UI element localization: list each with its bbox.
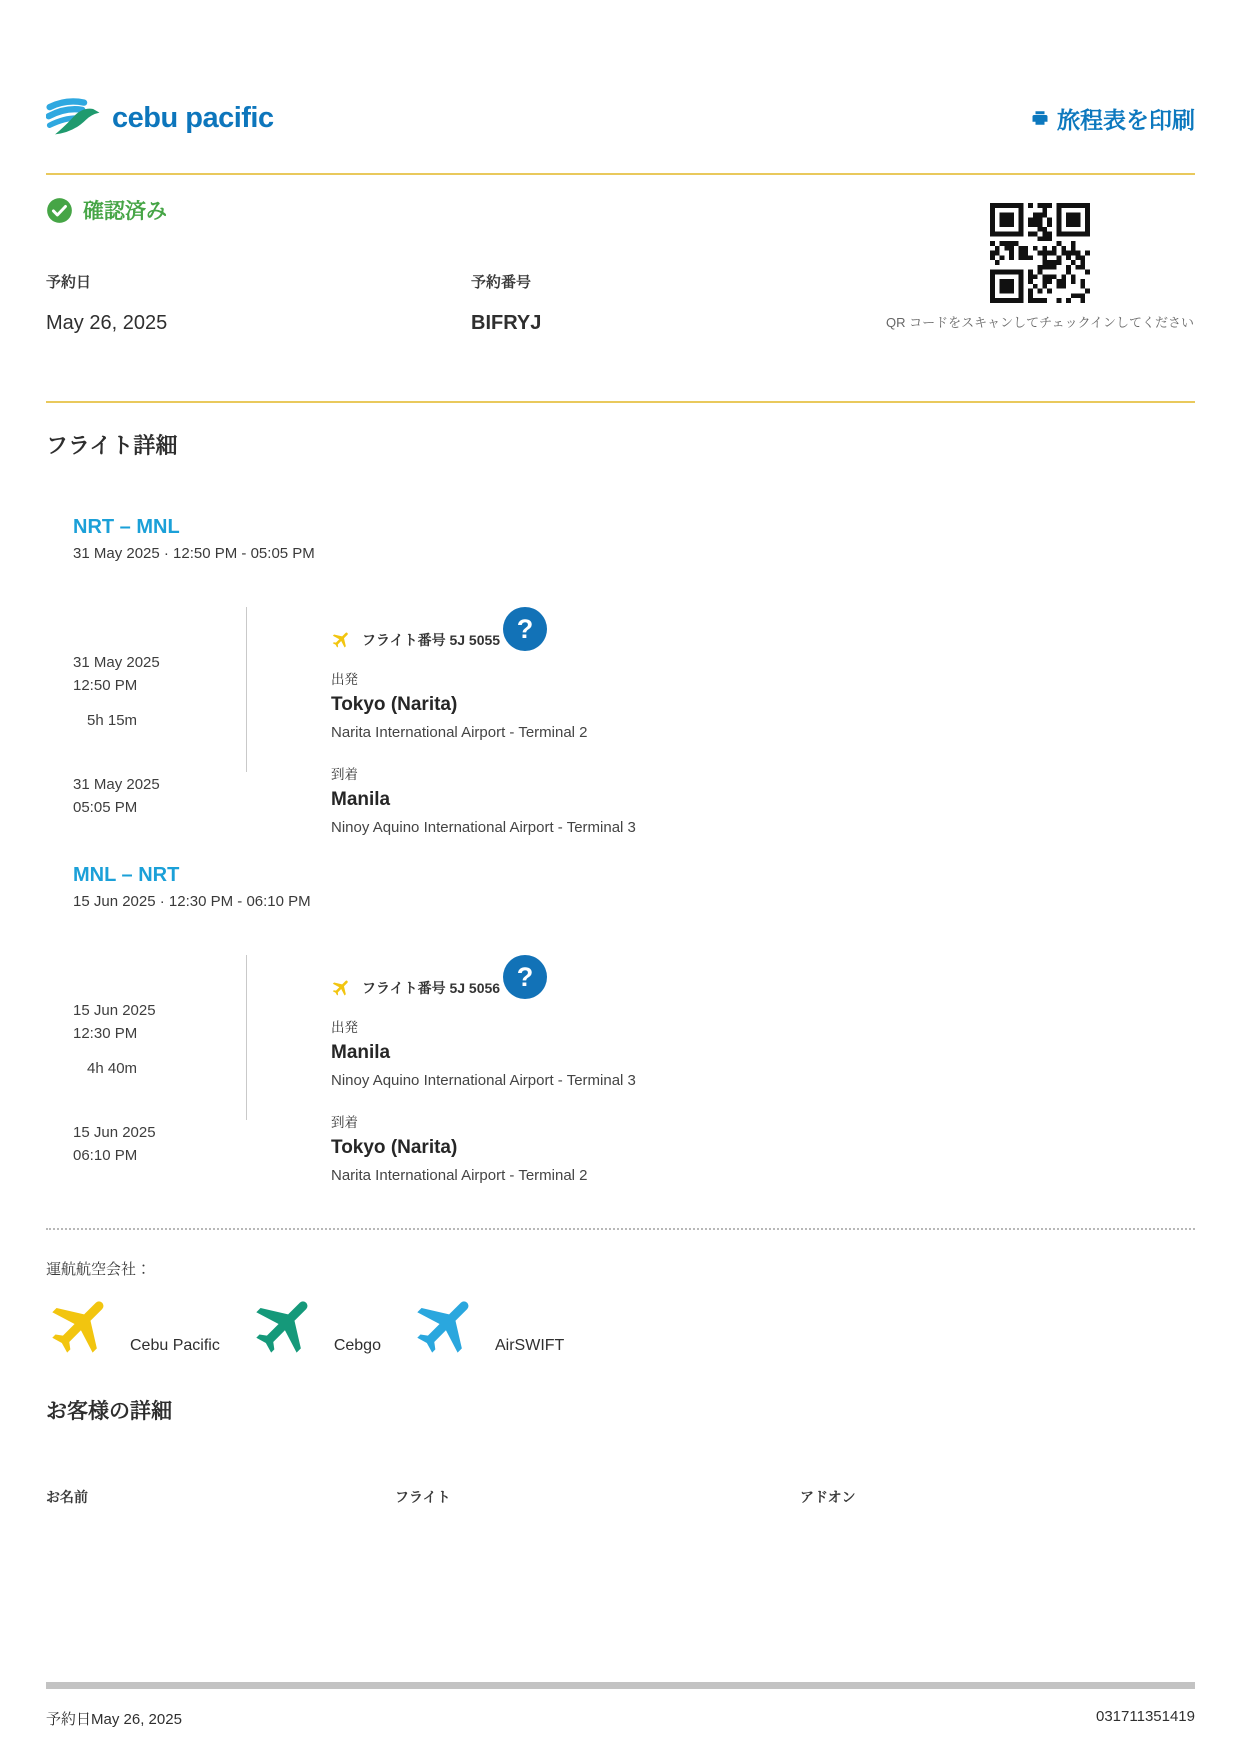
arrival-date: 15 Jun 2025 <box>73 1123 156 1141</box>
departure-city: Manila <box>331 1042 391 1063</box>
help-icon[interactable]: ? <box>503 955 547 999</box>
logo-wordmark: cebu pacific <box>112 101 274 134</box>
page-footer <box>46 1708 1195 1729</box>
printer-icon <box>1031 109 1049 127</box>
arrival-airport: Ninoy Aquino International Airport - Terminal 3 <box>331 819 636 836</box>
flight-number: フライト番号 5J 5056 <box>362 979 501 996</box>
departure-label: 出発 <box>331 1020 358 1035</box>
arrival-label: 到着 <box>331 1115 358 1130</box>
arrival-city: Manila <box>331 789 391 810</box>
passenger-table-header <box>46 1487 1195 1507</box>
arrival-city: Tokyo (Narita) <box>331 1137 458 1158</box>
departure-airport: Ninoy Aquino International Airport - Terminal 3 <box>331 1072 636 1089</box>
column-addons: アドオン <box>800 1489 856 1505</box>
cebu-pacific-logo <box>46 97 274 139</box>
page-header <box>46 0 1195 139</box>
arrival-time: 06:10 PM <box>73 1146 138 1164</box>
route-heading: NRT – MNL <box>73 516 180 538</box>
footer-divider <box>46 1682 1195 1689</box>
departure-date: 31 May 2025 <box>73 654 160 671</box>
print-label: 旅程表を印刷 <box>1057 106 1195 133</box>
route-heading: MNL – NRT <box>73 864 180 886</box>
qr-code <box>990 203 1090 303</box>
plane-icon <box>331 977 352 998</box>
eagle-logo-icon <box>46 97 104 139</box>
timeline-divider <box>246 955 247 1120</box>
departure-time: 12:30 PM <box>73 1025 138 1043</box>
flight-number: フライト番号 5J 5055 <box>362 631 501 648</box>
column-flight: フライト <box>395 1489 451 1505</box>
arrival-airport: Narita International Airport - Terminal 2 <box>331 1167 588 1184</box>
airline-airswift <box>411 1289 564 1361</box>
airline-cebu-pacific <box>46 1289 220 1361</box>
departure-label: 出発 <box>331 672 358 687</box>
footer-booking-date-value: May 26, 2025 <box>91 1711 182 1728</box>
operating-airlines-list <box>46 1289 1195 1361</box>
status-badge: 確認済み <box>83 200 167 223</box>
departure-time: 12:50 PM <box>73 677 138 695</box>
divider-airlines <box>46 1228 1195 1230</box>
qr-caption: QR コードをスキャンしてチェックインしてください <box>885 315 1195 330</box>
plane-icon <box>331 629 352 650</box>
booking-reference-label: 予約番号 <box>471 274 532 291</box>
departure-airport: Narita International Airport - Terminal 2 <box>331 724 588 741</box>
airline-name: Cebu Pacific <box>130 1337 220 1354</box>
arrival-date: 31 May 2025 <box>73 775 160 793</box>
flight-duration: 4h 40m <box>87 1059 138 1077</box>
divider-booking <box>46 401 1195 403</box>
plane-icon <box>411 1289 483 1361</box>
departure-date: 15 Jun 2025 <box>73 1002 156 1019</box>
help-icon[interactable]: ? <box>503 607 547 651</box>
route-schedule: 15 Jun 2025 · 12:30 PM - 06:10 PM <box>73 893 311 910</box>
booking-date-value: May 26, 2025 <box>46 312 168 334</box>
arrival-label: 到着 <box>331 767 358 782</box>
plane-icon <box>250 1289 322 1361</box>
flight-segment-return <box>73 864 1195 1184</box>
qr-checkin-block <box>885 203 1195 333</box>
divider-top <box>46 173 1195 175</box>
arrival-time: 05:05 PM <box>73 798 138 816</box>
check-circle-icon <box>46 197 73 224</box>
flight-duration: 5h 15m <box>87 711 138 729</box>
airline-name: Cebgo <box>333 1337 381 1354</box>
flight-details-title: フライト詳細 <box>46 433 178 458</box>
print-itinerary-button[interactable] <box>1031 102 1195 135</box>
booking-info-section <box>46 271 1195 355</box>
booking-reference-value: BIFRYJ <box>471 312 542 334</box>
airline-cebgo <box>250 1289 381 1361</box>
footer-document-code: 031711351419 <box>1096 1708 1195 1725</box>
route-schedule: 31 May 2025 · 12:50 PM - 05:05 PM <box>73 545 315 562</box>
airline-name: AirSWIFT <box>494 1337 565 1354</box>
passenger-details-title: お客様の詳細 <box>46 1400 172 1423</box>
departure-city: Tokyo (Narita) <box>331 694 458 715</box>
booking-date-label: 予約日 <box>46 274 92 291</box>
footer-booking-date-label: 予約日 <box>46 1711 92 1728</box>
column-name: お名前 <box>46 1489 88 1505</box>
plane-icon <box>46 1289 118 1361</box>
timeline-divider <box>246 607 247 772</box>
flight-segment-outbound <box>73 516 1195 836</box>
operating-airlines-title: 運航航空会社： <box>46 1261 152 1278</box>
